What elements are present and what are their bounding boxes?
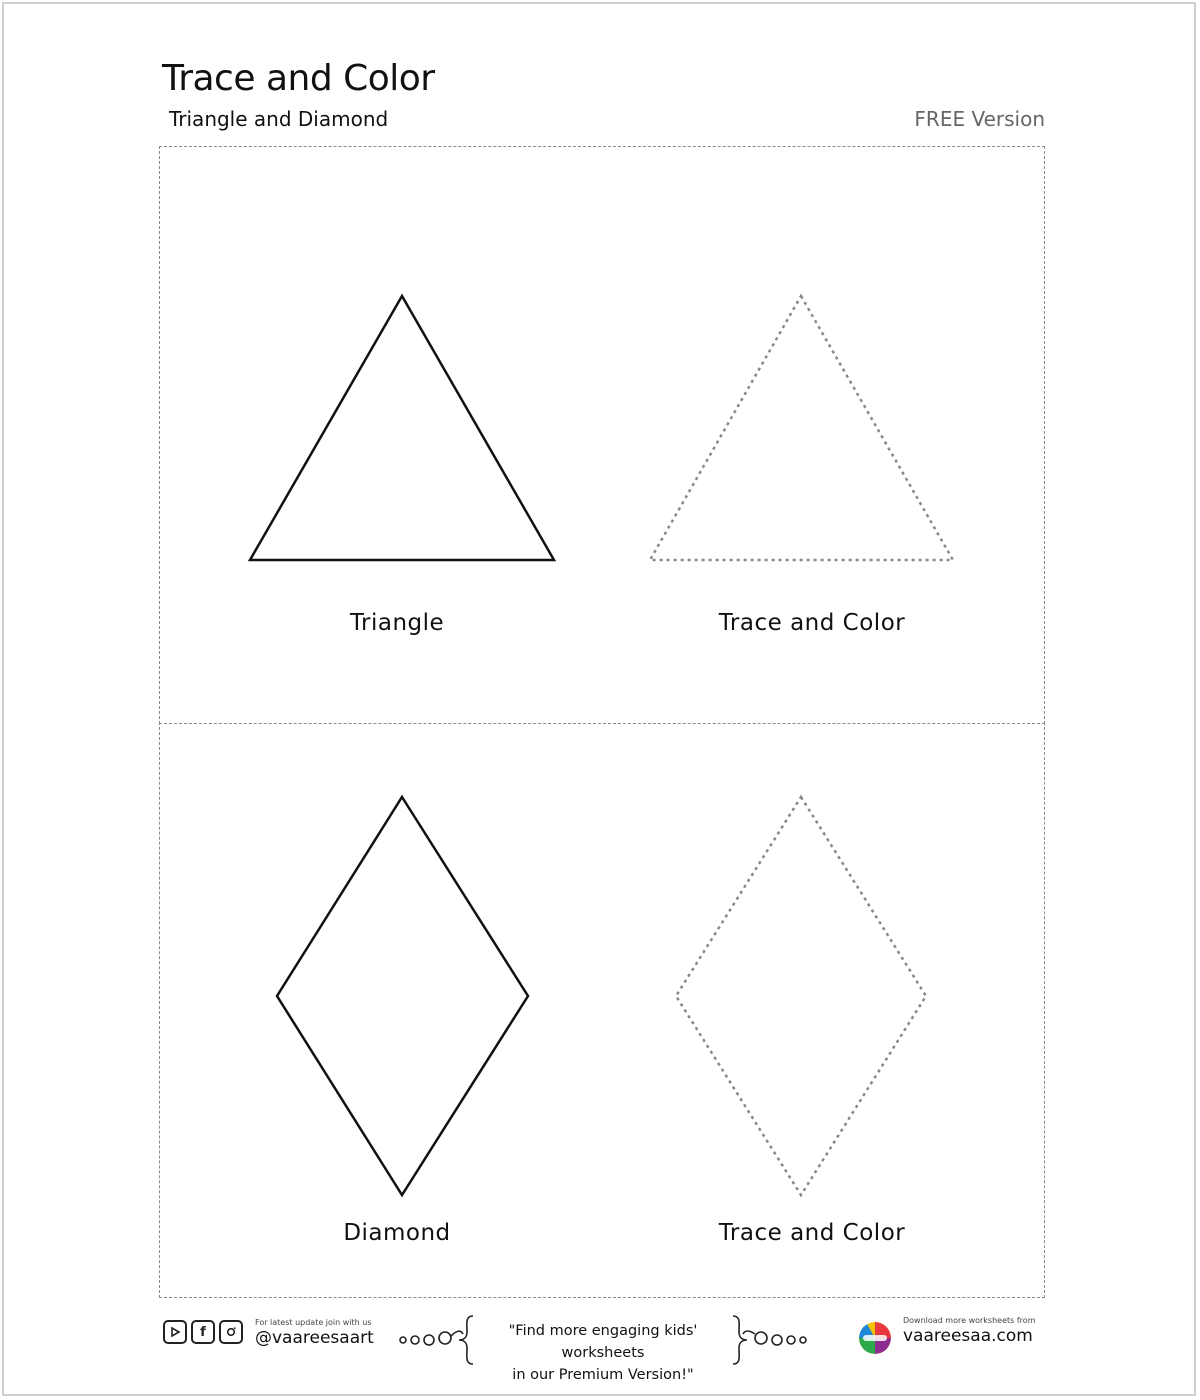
social-caption: For latest update join with us [255,1318,372,1327]
promo-banner [395,1310,811,1383]
triangle-trace-label: Trace and Color [718,610,906,636]
page-subtitle: Triangle and Diamond [169,107,389,131]
social-handle[interactable]: @vaareesaart [255,1328,374,1348]
page-title: Trace and Color [162,58,435,99]
promo-text [475,1320,731,1386]
promo-line-2: in our Premium Version!" [512,1367,694,1383]
site-block [859,1316,1039,1356]
diamond-trace-label: Trace and Color [718,1220,906,1246]
diamond-trace[interactable] [670,790,940,1202]
site-caption: Download more worksheets from [903,1316,1036,1325]
diamond-solid [270,790,540,1202]
triangle-label: Triangle [349,610,445,636]
triangle-trace[interactable] [640,288,970,568]
social-icons [163,1320,243,1344]
site-link[interactable]: vaareesaa.com [903,1326,1033,1346]
facebook-icon[interactable]: f [191,1320,215,1344]
promo-line-1: "Find more engaging kids' worksheets [508,1323,698,1361]
footer [159,1310,1045,1383]
youtube-icon[interactable] [163,1320,187,1344]
diamond-label: Diamond [343,1220,451,1246]
instagram-icon[interactable] [219,1320,243,1344]
triangle-solid [240,288,570,568]
site-logo-icon [859,1322,891,1354]
social-handle-block [255,1318,374,1348]
version-label: FREE Version [914,107,1045,131]
